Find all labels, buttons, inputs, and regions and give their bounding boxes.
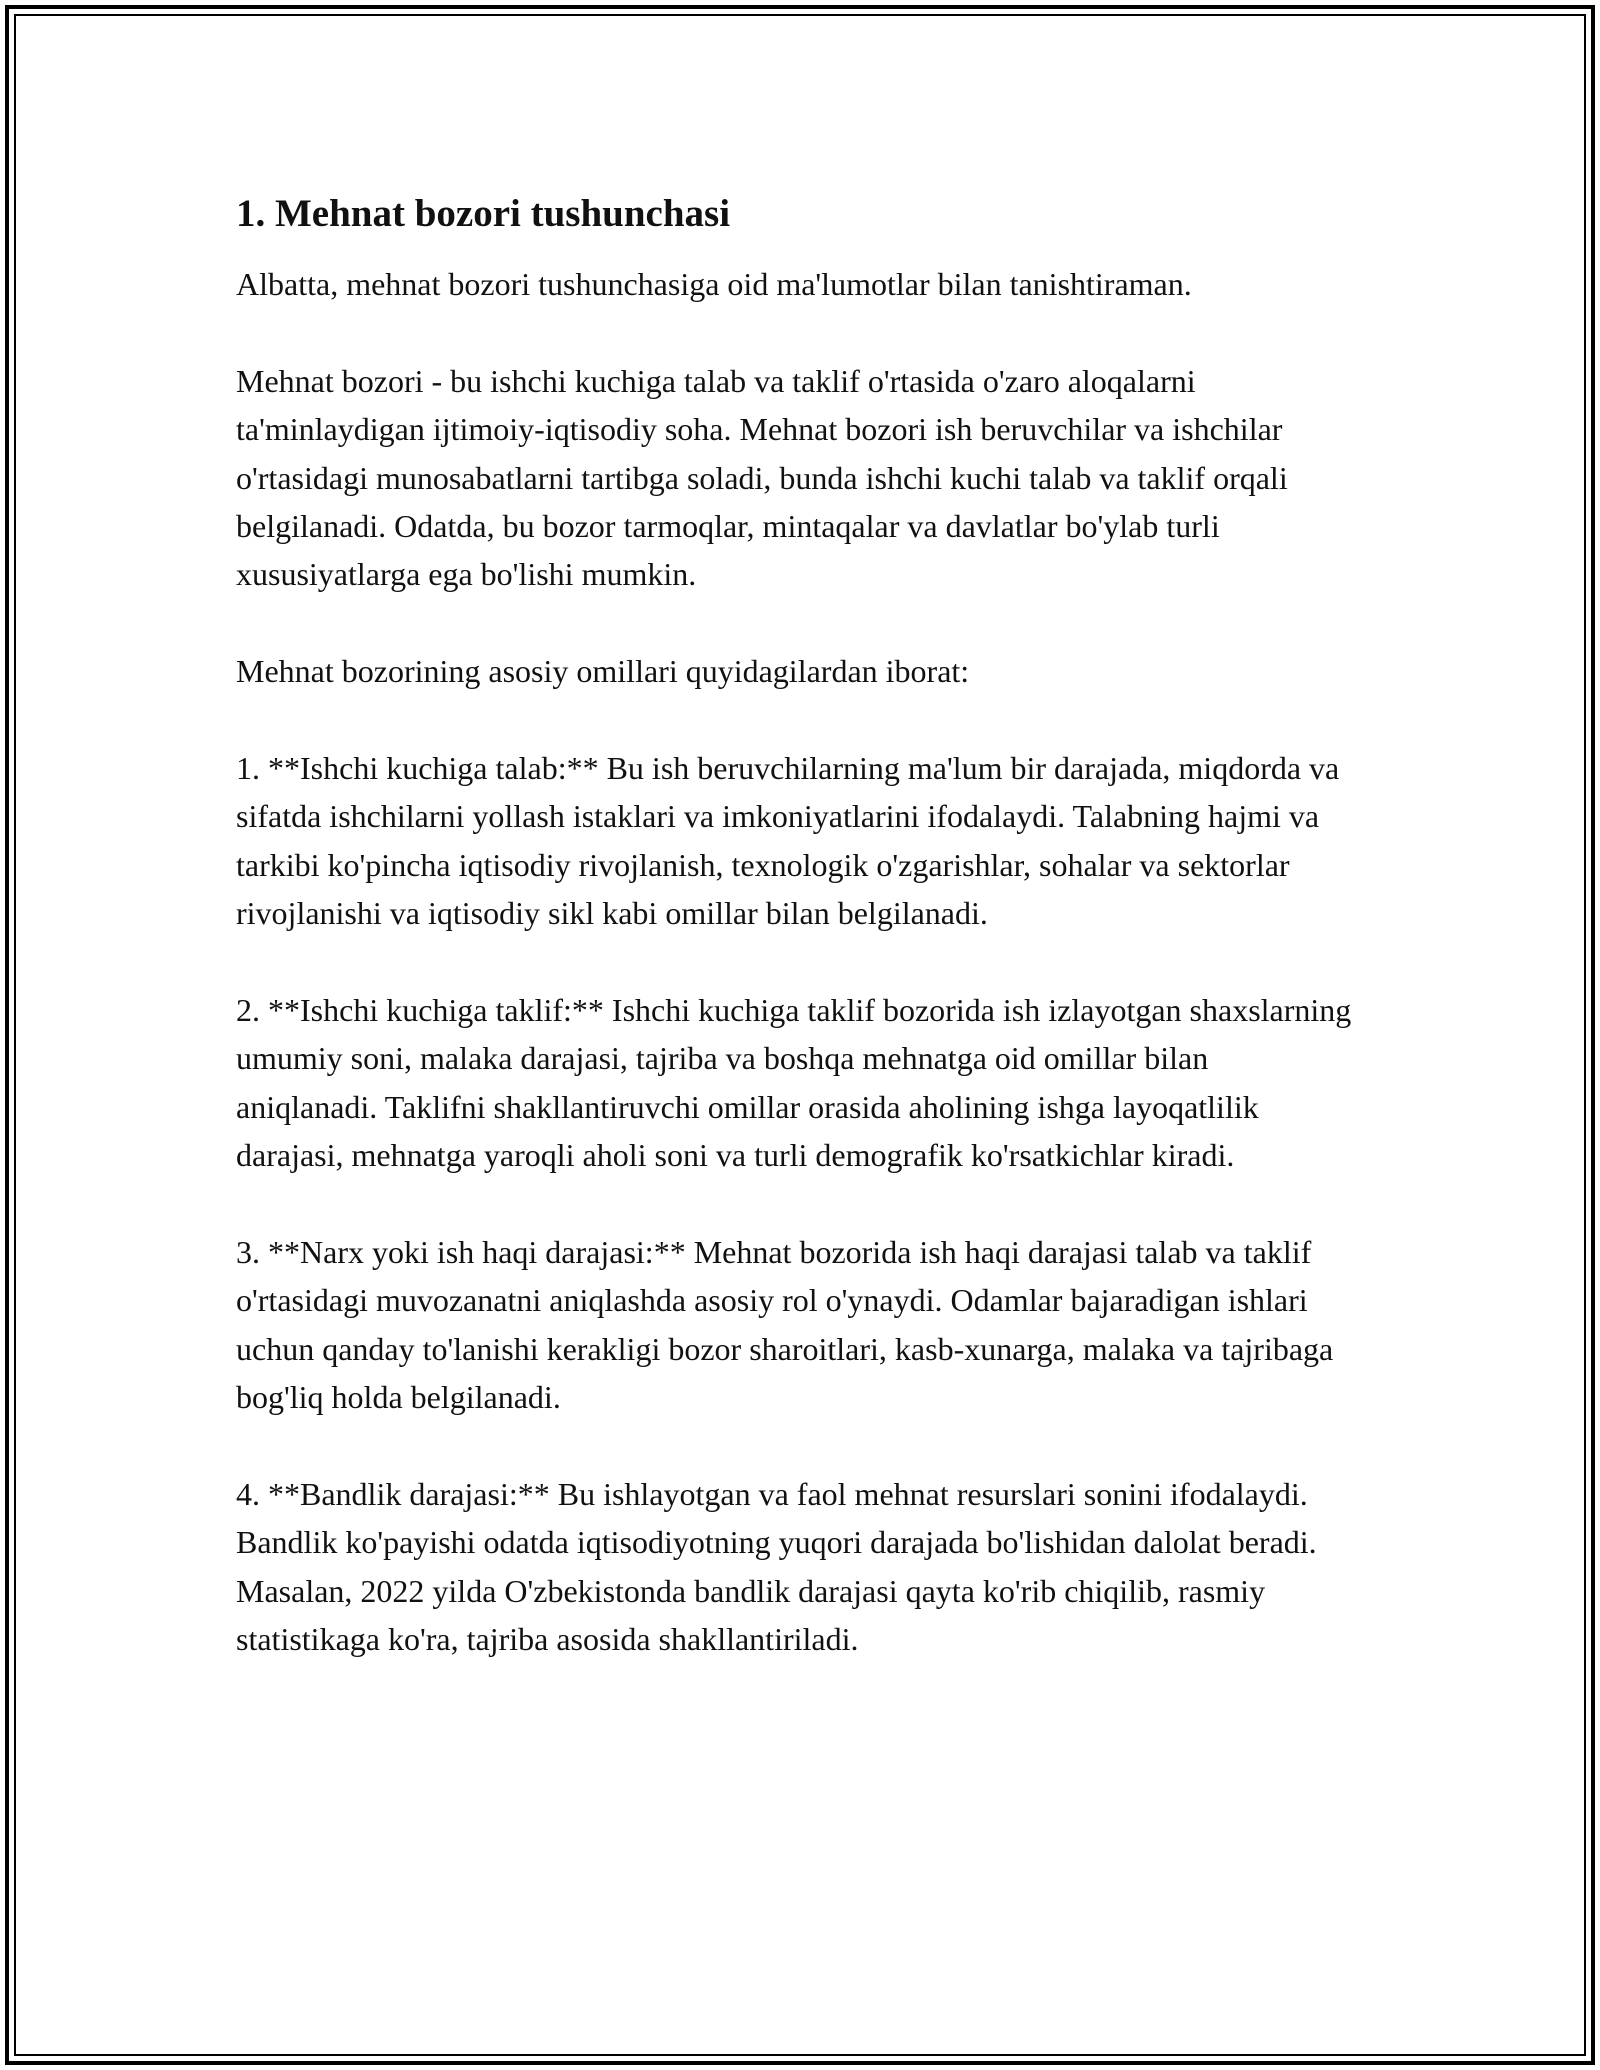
paragraph-item-wage: 3. **Narx yoki ish haqi darajasi:** Mehnat bozorida ish haqi darajasi talab va taklif o'rtasidagi muvozanatni aniqlashda asosiy rol o'ynaydi. Odamlar bajaradigan ishlari uchun qanday to'lanishi kerakligi bozor sharoitlari, kasb-xunarga, malaka va tajribaga bog'liq holda belgilanadi.	[236, 1234, 1334, 1416]
paragraph-intro: Albatta, mehnat bozori tushunchasiga oid ma'lumotlar bilan tanishtiraman.	[236, 266, 1192, 302]
paragraph-factors-heading: Mehnat bozorining asosiy omillari quyidagilardan iborat:	[236, 653, 970, 690]
paragraph-item-supply: 2. **Ishchi kuchiga taklif:** Ishchi kuchiga taklif bozorida ish izlayotgan shaxslarning umumiy soni, malaka darajasi, tajriba va boshqa mehnatga oid omillar bilan aniqlanadi. Taklifni shakllantiruvchi omillar orasida aholining ishga layoqatlilik darajasi, mehnatga yaroqli aholi soni va turli demografik ko'rsatkichlar kiradi.	[236, 992, 1352, 1174]
paragraph-item-employment: 4. **Bandlik darajasi:** Bu ishlayotgan va faol mehnat resurslari sonini ifodalaydi. Bandlik ko'payishi odatda iqtisodiyotning yuqori darajada bo'lishidan dalolat beradi. Masalan, 2022 yilda O'zbekistonda bandlik darajasi qayta ko'rib chiqilib, rasmiy statistikaga ko'ra, tajriba asosida shakllantiriladi.	[236, 1476, 1317, 1658]
document-body	[236, 186, 1356, 1712]
paragraph-item-demand: 1. **Ishchi kuchiga talab:** Bu ish beruvchilarning ma'lum bir darajada, miqdorda va sifatda ishchilarni yollash istaklari va imkoniyatlarini ifodalaydi. Talabning hajmi va tarkibi ko'pincha iqtisodiy rivojlanish, texnologik o'zgarishlar, sohalar va sektorlar rivojlanishi va iqtisodiy sikl kabi omillar bilan belgilanadi.	[236, 750, 1340, 932]
paragraph-definition: Mehnat bozori - bu ishchi kuchiga talab va taklif o'rtasida o'zaro aloqalarni ta'minlaydigan ijtimoiy-iqtisodiy soha. Mehnat bozori ish beruvchilar va ishchilar o'rtasidagi munosabatlarni tartibga soladi, bunda ishchi kuchi talab va taklif orqali belgilanadi. Odatda, bu bozor tarmoqlar, mintaqalar va davlatlar bo'ylab turli xususiyatlarga ega bo'lishi mumkin.	[236, 362, 1288, 593]
document-title: 1. Mehnat bozori tushunchasi	[236, 192, 731, 235]
